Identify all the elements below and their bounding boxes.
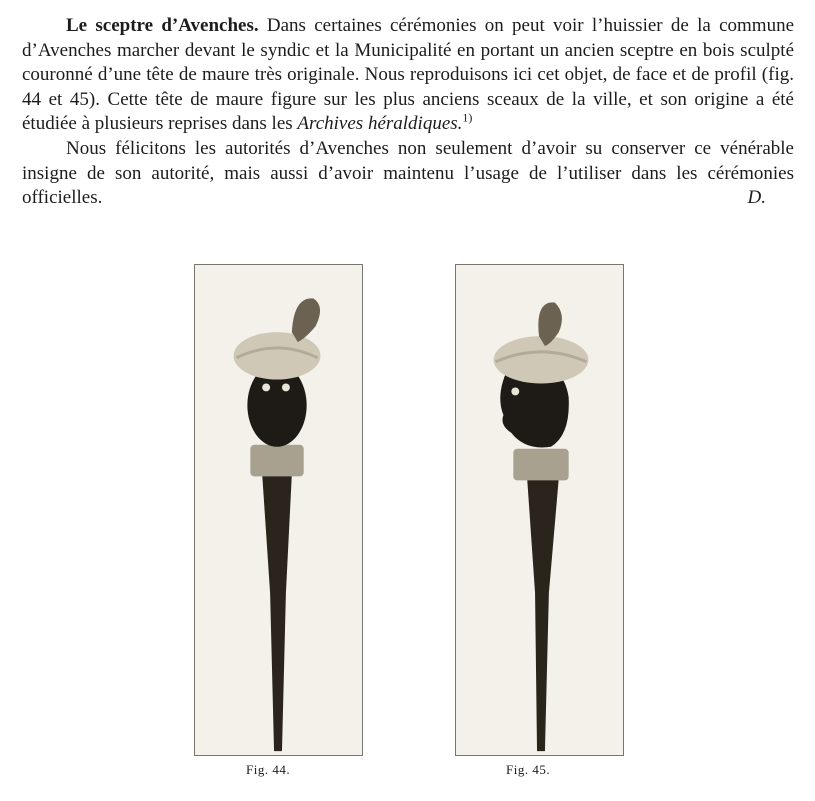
left-eye bbox=[262, 384, 270, 392]
figure-45-photo bbox=[455, 264, 624, 756]
figure-44-caption: Fig. 44. bbox=[246, 762, 291, 777]
figure-45-caption: Fig. 45. bbox=[506, 762, 551, 777]
turban bbox=[494, 336, 589, 383]
collar-band bbox=[250, 445, 303, 477]
collar-band bbox=[513, 449, 568, 481]
turban bbox=[234, 332, 321, 379]
paragraph-2 bbox=[22, 137, 794, 211]
eye bbox=[511, 387, 519, 395]
figure-44-photo bbox=[194, 264, 363, 756]
paragraph-1-body: Dans certaines cérémonies on peut voir l’huissier de la commune d’Avenches marcher devant le syndic et la Municipalité en portant un ancien sceptre en bois sculpté couronné d’une tête de maure très originale. Nous reproduisons ici cet objet, de face et de profil (fig. 44 et 45). Cette tête de maure figure sur les plus anciens sceaux de la ville, et son origine a été étudiée à plusieurs reprises dans les bbox=[22, 15, 794, 135]
sceptre-front-illustration bbox=[195, 265, 362, 755]
article-text bbox=[22, 14, 794, 211]
sceptre-profile-illustration bbox=[456, 265, 623, 755]
article-heading: Le sceptre d’Avenches. bbox=[66, 15, 259, 36]
footnote-marker: 1) bbox=[462, 111, 473, 126]
paragraph-2-body: Nous félicitons les autorités d’Avenches non seulement d’avoir su conserver ce vénérable insigne de son autorité, mais aussi d’avoir maintenu l’usage de l’utiliser dans les cérémonies officielles. bbox=[22, 137, 794, 209]
paragraph-1 bbox=[22, 14, 794, 137]
right-eye bbox=[282, 384, 290, 392]
author-signature: D. bbox=[747, 187, 766, 209]
archives-heraldiques-title: Archives héraldiques. bbox=[297, 113, 463, 135]
